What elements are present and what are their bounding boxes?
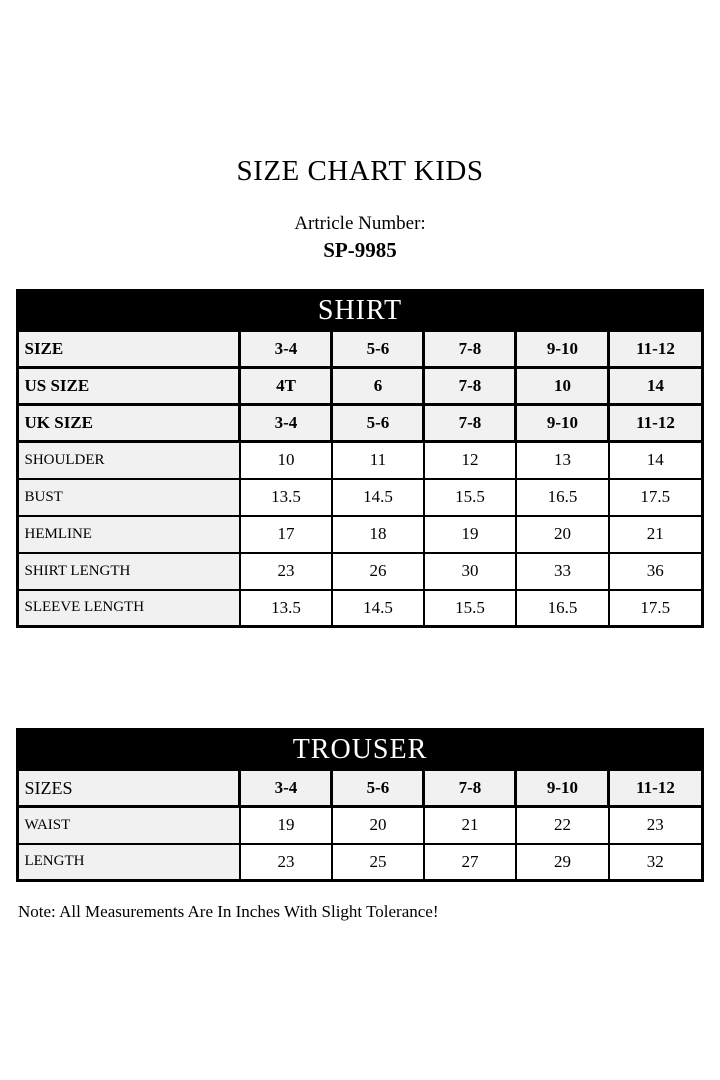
table-cell: 13 [516, 442, 609, 479]
article-number-label: Artricle Number: [294, 213, 426, 234]
table-row [18, 331, 702, 368]
table-cell: 15.5 [424, 590, 516, 627]
table-cell: 22 [516, 807, 609, 844]
table-row [18, 844, 702, 881]
table-cell: 36 [609, 553, 702, 590]
table-cell: 20 [516, 516, 609, 553]
table-cell: 10 [516, 368, 609, 405]
table-cell: 18 [332, 516, 424, 553]
table-cell: 6 [332, 368, 424, 405]
table-cell: 14.5 [332, 590, 424, 627]
table-cell: 11-12 [609, 331, 702, 368]
page-title: SIZE CHART KIDS [236, 155, 484, 187]
table-cell: 27 [424, 844, 516, 881]
table-row [18, 553, 702, 590]
table-cell: 20 [332, 807, 424, 844]
table-row [18, 516, 702, 553]
table-cell: 32 [609, 844, 702, 881]
table-cell: 26 [332, 553, 424, 590]
row-label-us-size: US SIZE [18, 368, 240, 405]
row-label-shoulder: SHOULDER [18, 442, 240, 479]
shirt-size-table [16, 289, 703, 628]
row-label-hemline: HEMLINE [18, 516, 240, 553]
table-cell: 7-8 [424, 770, 516, 807]
row-label-uk-size: UK SIZE [18, 405, 240, 442]
table-cell: 13.5 [240, 479, 332, 516]
table-cell: 14.5 [332, 479, 424, 516]
table-cell: 30 [424, 553, 516, 590]
table-row [18, 807, 702, 844]
table-cell: 14 [609, 442, 702, 479]
row-label-sizes: SIZES [18, 770, 240, 807]
table-cell: 7-8 [424, 405, 516, 442]
measurement-note: Note: All Measurements Are In Inches With Slight Tolerance! [18, 902, 439, 921]
table-cell: 21 [609, 516, 702, 553]
table-cell: 23 [240, 553, 332, 590]
row-label-shirt-length: SHIRT LENGTH [18, 553, 240, 590]
row-label-waist: WAIST [18, 807, 240, 844]
table-cell: 25 [332, 844, 424, 881]
article-number-value: SP-9985 [323, 238, 397, 262]
table-cell: 9-10 [516, 770, 609, 807]
trouser-table-caption: TROUSER [18, 730, 702, 770]
table-cell: 4T [240, 368, 332, 405]
table-cell: 17.5 [609, 479, 702, 516]
table-row [18, 770, 702, 807]
shirt-table-caption: SHIRT [18, 291, 702, 331]
table-row [18, 405, 702, 442]
trouser-size-table [16, 728, 703, 882]
table-cell: 10 [240, 442, 332, 479]
table-row [18, 479, 702, 516]
table-row [18, 730, 702, 770]
table-cell: 12 [424, 442, 516, 479]
table-cell: 23 [609, 807, 702, 844]
table-cell: 16.5 [516, 479, 609, 516]
table-cell: 5-6 [332, 405, 424, 442]
table-cell: 3-4 [240, 331, 332, 368]
table-cell: 11 [332, 442, 424, 479]
table-cell: 13.5 [240, 590, 332, 627]
table-cell: 19 [240, 807, 332, 844]
table-cell: 3-4 [240, 770, 332, 807]
table-cell: 9-10 [516, 331, 609, 368]
table-cell: 17 [240, 516, 332, 553]
row-label-size: SIZE [18, 331, 240, 368]
table-cell: 3-4 [240, 405, 332, 442]
row-label-sleeve-length: SLEEVE LENGTH [18, 590, 240, 627]
table-cell: 14 [609, 368, 702, 405]
table-cell: 29 [516, 844, 609, 881]
table-cell: 15.5 [424, 479, 516, 516]
table-cell: 17.5 [609, 590, 702, 627]
table-cell: 23 [240, 844, 332, 881]
table-cell: 7-8 [424, 331, 516, 368]
table-cell: 11-12 [609, 405, 702, 442]
table-row [18, 291, 702, 331]
table-cell: 33 [516, 553, 609, 590]
section-gap [0, 628, 720, 702]
row-label-bust: BUST [18, 479, 240, 516]
table-cell: 5-6 [332, 331, 424, 368]
table-cell: 19 [424, 516, 516, 553]
table-cell: 7-8 [424, 368, 516, 405]
table-cell: 11-12 [609, 770, 702, 807]
table-row [18, 590, 702, 627]
table-row [18, 442, 702, 479]
table-row [18, 368, 702, 405]
table-cell: 9-10 [516, 405, 609, 442]
table-cell: 16.5 [516, 590, 609, 627]
table-cell: 21 [424, 807, 516, 844]
table-cell: 5-6 [332, 770, 424, 807]
row-label-length: LENGTH [18, 844, 240, 881]
